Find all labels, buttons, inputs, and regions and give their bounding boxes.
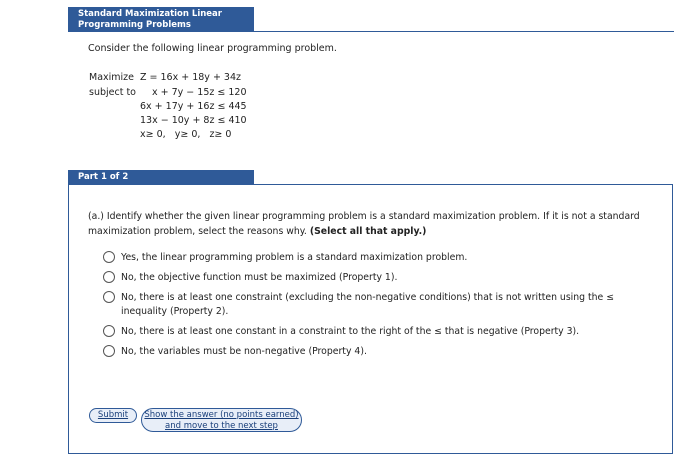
section-title-line1: Standard Maximization Linear	[78, 9, 222, 19]
section-title	[68, 7, 254, 31]
option-label: No, the objective function must be maximized (Property 1).	[121, 272, 398, 283]
option-label: No, there is at least one constraint (excluding the non-negative conditions) that is not written using the ≤ inequality (Property 2).	[121, 292, 614, 317]
constraint-2: 6x + 17y + 16z ≤ 445	[140, 101, 247, 112]
option-label: No, the variables must be non-negative (Property 4).	[121, 346, 367, 357]
option-label: Yes, the linear programming problem is a standard maximization problem.	[121, 252, 468, 263]
constraint-3: 13x − 10y + 8z ≤ 410	[140, 115, 247, 126]
show-answer-button[interactable]: Show the answer (no points earned) and move to the next step	[141, 408, 302, 432]
option-checkbox[interactable]	[103, 325, 115, 337]
question-body: (a.) Identify whether the given linear programming problem is a standard maximization problem. If it is not a standard maximization problem, select the reasons why.	[88, 211, 640, 237]
question-text	[88, 209, 658, 239]
subject-to-label: subject to	[89, 87, 136, 98]
option-checkbox[interactable]	[103, 271, 115, 283]
option-checkbox[interactable]	[103, 291, 115, 303]
option-label: No, there is at least one constant in a constraint to the right of the ≤ that is negative (Property 3).	[121, 326, 580, 337]
problem-intro: Consider the following linear programming problem.	[88, 43, 337, 54]
maximize-label: Maximize	[89, 72, 135, 83]
objective-function: Z = 16x + 18y + 34z	[140, 72, 242, 83]
part-label: Part 1 of 2	[68, 170, 254, 184]
submit-button[interactable]: Submit	[89, 408, 137, 423]
section-title-line2: Programming Problems	[78, 19, 191, 30]
nonnegativity-constraints: x≥ 0, y≥ 0, z≥ 0	[140, 129, 232, 140]
option-checkbox[interactable]	[103, 345, 115, 357]
option-checkbox[interactable]	[103, 251, 115, 263]
question-emphasis: (Select all that apply.)	[309, 226, 427, 237]
title-divider	[68, 31, 674, 32]
constraint-1: x + 7y − 15z ≤ 120	[152, 87, 247, 98]
